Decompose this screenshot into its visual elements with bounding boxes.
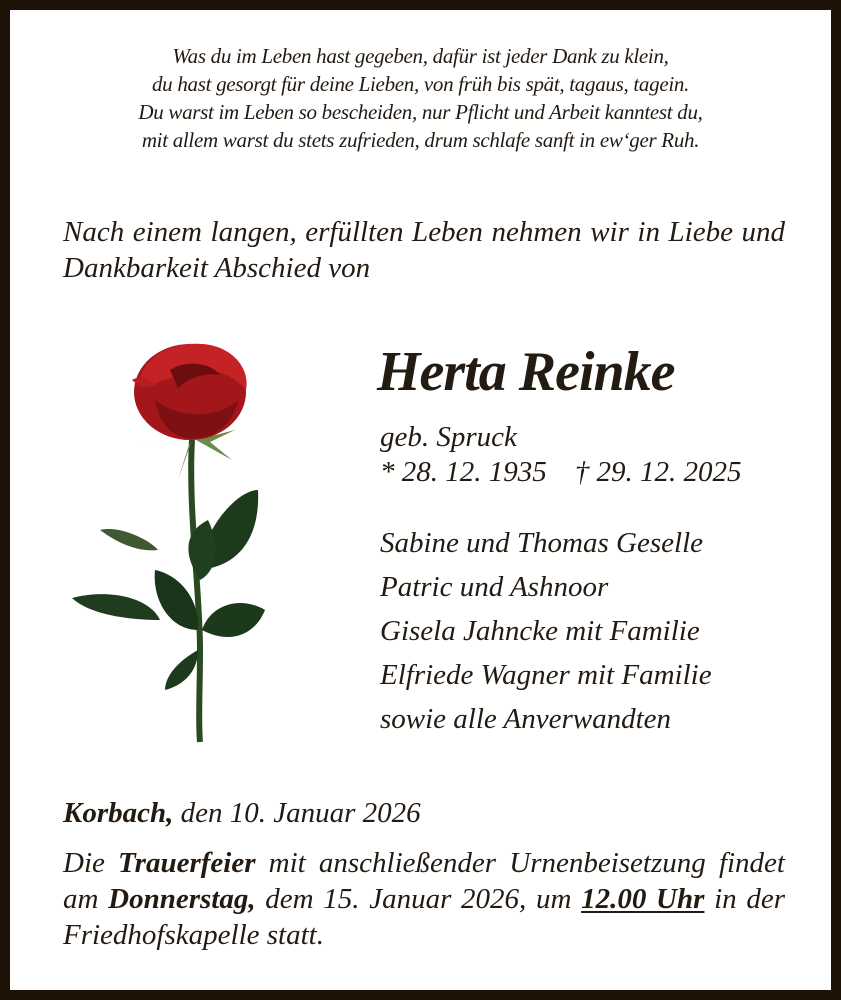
funeral-notice [63, 845, 785, 953]
place: Korbach, [63, 797, 174, 829]
poem-line: du hast gesorgt für deine Lieben, von früh bis spät, tagaus, tagein. [151, 72, 690, 96]
life-dates [380, 455, 742, 489]
funeral-text: dem 15. Januar 2026, um [255, 883, 582, 915]
obituary-card [10, 10, 831, 990]
poem-line: Du warst im Leben so bescheiden, nur Pflicht und Arbeit kanntest du, [138, 100, 703, 124]
mourner: Sabine und Thomas Geselle [380, 527, 703, 559]
deceased-name: Herta Reinke [377, 341, 675, 403]
birth-date: * 28. 12. 1935 [380, 456, 547, 488]
mourner: Elfriede Wagner mit Familie [380, 659, 712, 691]
death-date: † 29. 12. 2025 [574, 456, 742, 488]
birth-name: geb. Spruck [380, 421, 517, 453]
poem-line: Was du im Leben hast gegeben, dafür ist jeder Dank zu klein, [172, 44, 669, 68]
mourner: Patric und Ashnoor [380, 571, 609, 603]
funeral-text: in der Friedhofskapelle statt. [63, 883, 786, 951]
red-rose-image [60, 330, 270, 750]
funeral-day: Donnerstag, [108, 883, 256, 915]
poem [10, 42, 831, 154]
funeral-type: Trauerfeier [118, 847, 256, 879]
intro-text: Nach einem langen, erfüllten Leben nehmen wir in Liebe und Dankbarkeit Abschied von [63, 216, 785, 284]
mourner: Gisela Jahncke mit Familie [380, 615, 700, 647]
funeral-text: mit anschließender Urnenbeisetzung findet am [63, 847, 785, 915]
place-date [63, 795, 421, 831]
mourner: sowie alle Anverwandten [380, 703, 672, 735]
funeral-text: Die [63, 847, 119, 879]
funeral-time: 12.00 Uhr [581, 883, 705, 915]
date: den 10. Januar 2026 [173, 797, 421, 829]
poem-line: mit allem warst du stets zufrieden, drum schlafe sanft in ew‘ger Ruh. [141, 128, 700, 152]
mourners-list [380, 521, 712, 741]
